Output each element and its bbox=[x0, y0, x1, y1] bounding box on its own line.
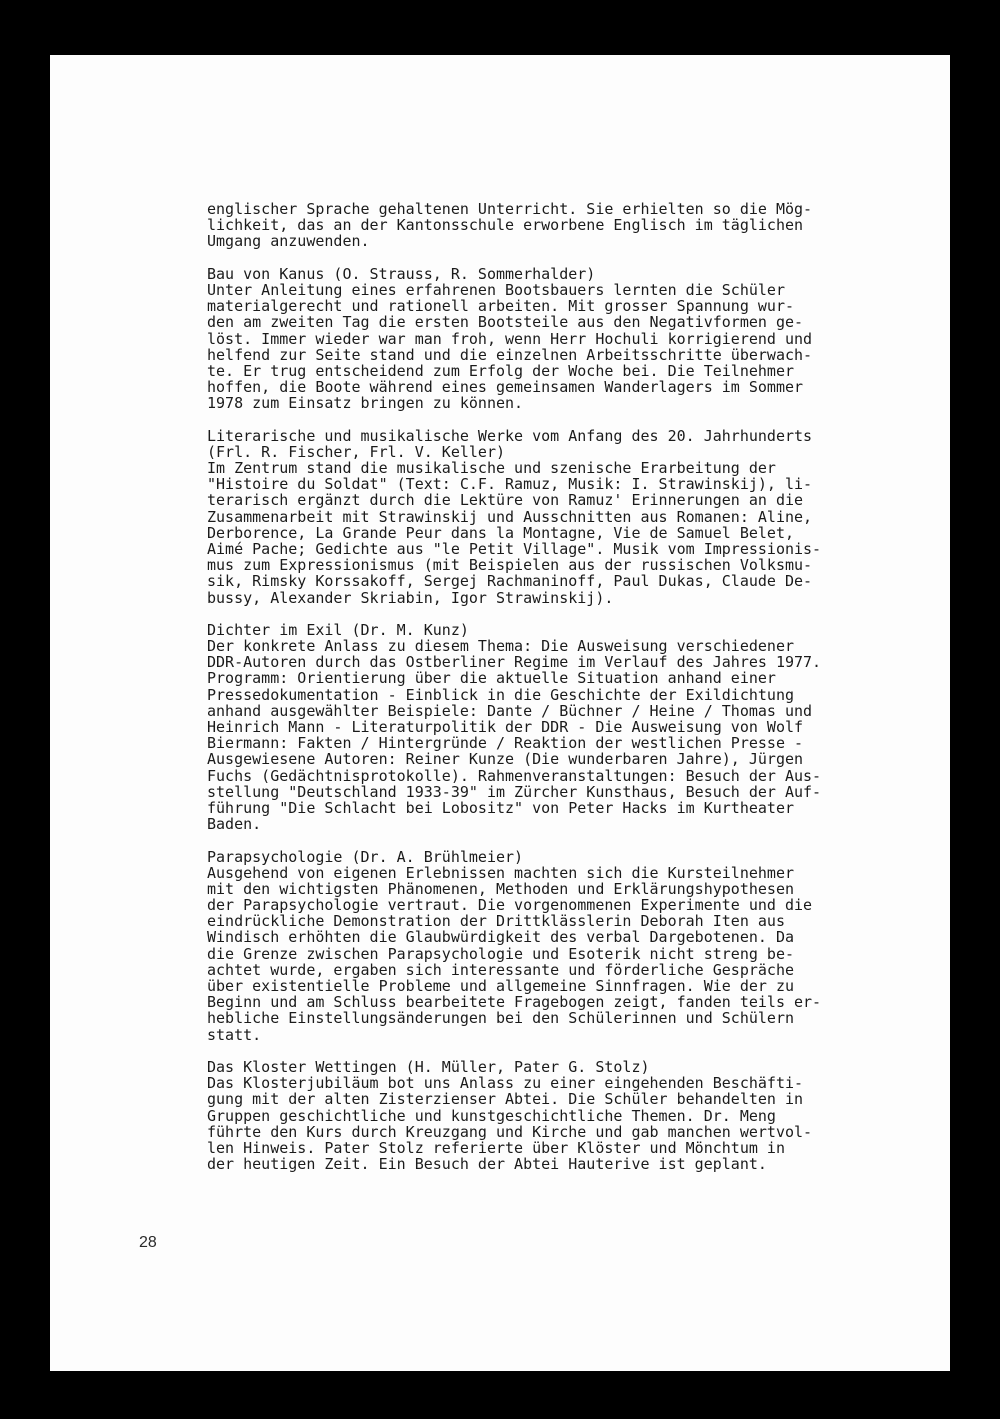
document-page bbox=[50, 55, 950, 1371]
text-line: Biermann: Fakten / Hintergründe / Reaktion der westlichen Presse - bbox=[207, 734, 804, 753]
text-line: "Histoire du Soldat" (Text: C.F. Ramuz, Musik: I. Strawinskij), li- bbox=[207, 475, 813, 494]
section-kloster bbox=[207, 1059, 907, 1172]
text-line: Programm: Orientierung über die aktuelle Situation anhand einer bbox=[207, 669, 776, 688]
text-line: sik, Rimsky Korssakoff, Sergej Rachmaninoff, Paul Dukas, Claude De- bbox=[207, 572, 813, 591]
text-line: anhand ausgewählter Beispiele: Dante / Büchner / Heine / Thomas und bbox=[207, 701, 813, 720]
text-line: mus zum Expressionismus (mit Beispielen aus der russischen Volksmu- bbox=[207, 556, 813, 575]
page-number: 28 bbox=[139, 1234, 157, 1251]
text-line: Im Zentrum stand die musikalische und szenische Erarbeitung der bbox=[207, 459, 776, 477]
section-heading: Das Kloster Wettingen (H. Müller, Pater G. Stolz) bbox=[207, 1057, 650, 1076]
text-line: 1978 zum Einsatz bringen zu können. bbox=[207, 394, 524, 413]
text-line: eindrückliche Demonstration der Drittklässlerin Deborah Iten aus bbox=[207, 912, 785, 931]
text-line: mit den wichtigsten Phänomenen, Methoden und Erklärungshypothesen bbox=[207, 879, 794, 898]
section-heading: Literarische und musikalische Werke vom Anfang des 20. Jahrhunderts bbox=[207, 426, 813, 445]
text-line: stellung "Deutschland 1933-39" im Zürcher Kunsthaus, Besuch der Auf- bbox=[207, 782, 822, 801]
text-line: englischer Sprache gehaltenen Unterricht. Sie erhielten so die Mög- bbox=[207, 200, 813, 218]
text-line: Derborence, La Grande Peur dans la Montagne, Vie de Samuel Belet, bbox=[207, 523, 794, 542]
text-line: Umgang anzuwenden. bbox=[207, 232, 370, 251]
document-body bbox=[207, 201, 907, 1172]
text-line: Windisch erhöhten die Glaubwürdigkeit des verbal Dargebotenen. Da bbox=[207, 928, 794, 947]
paragraph-gap bbox=[207, 411, 907, 427]
text-line: terarisch ergänzt durch die Lektüre von Ramuz' Erinnerungen an die bbox=[207, 491, 804, 510]
text-line: der heutigen Zeit. Ein Besuch der Abtei Hauterive ist geplant. bbox=[207, 1155, 767, 1174]
text-line: löst. Immer wieder war man froh, wenn Herr Hochuli korrigierend und bbox=[207, 329, 813, 348]
text-line: Gruppen geschichtliche und kunstgeschichtliche Themen. Dr. Meng bbox=[207, 1106, 776, 1125]
text-line: Zusammenarbeit mit Strawinskij und Ausschnitten aus Romanen: Aline, bbox=[207, 507, 813, 526]
text-line: Ausgehend von eigenen Erlebnissen machten sich die Kursteilnehmer bbox=[207, 863, 794, 882]
text-line: hoffen, die Boote während eines gemeinsamen Wanderlagers im Sommer bbox=[207, 378, 804, 397]
section-literatur bbox=[207, 428, 907, 606]
text-line: Aimé Pache; Gedichte aus "le Petit Village". Musik vom Impressionis- bbox=[207, 539, 822, 558]
section-parapsychologie bbox=[207, 849, 907, 1043]
section-kanus bbox=[207, 266, 907, 412]
text-line: Baden. bbox=[207, 815, 262, 834]
text-line: Ausgewiesene Autoren: Reiner Kunze (Die wunderbaren Jahre), Jürgen bbox=[207, 750, 804, 769]
section-heading: Parapsychologie (Dr. A. Brühlmeier) bbox=[207, 847, 524, 866]
paragraph-gap bbox=[207, 832, 907, 848]
text-line: der Parapsychologie vertraut. Die vorgenommenen Experimente und die bbox=[207, 896, 813, 915]
text-line: bussy, Alexander Skriabin, Igor Strawinskij). bbox=[207, 588, 614, 607]
text-line: führung "Die Schlacht bei Lobositz" von Peter Hacks im Kurtheater bbox=[207, 798, 794, 817]
text-line: statt. bbox=[207, 1025, 262, 1044]
text-line: len Hinweis. Pater Stolz referierte über Klöster und Mönchtum in bbox=[207, 1138, 785, 1157]
text-line: hebliche Einstellungsänderungen bei den Schülerinnen und Schülern bbox=[207, 1009, 794, 1028]
text-line: achtet wurde, ergaben sich interessante und förderliche Gespräche bbox=[207, 960, 794, 979]
text-line: gung mit der alten Zisterzienser Abtei. Die Schüler behandelten in bbox=[207, 1090, 804, 1109]
text-line: den am zweiten Tag die ersten Bootsteile aus den Negativformen ge- bbox=[207, 313, 804, 332]
paragraph-gap bbox=[207, 1043, 907, 1059]
section-heading: Bau von Kanus (O. Strauss, R. Sommerhalder) bbox=[207, 264, 596, 283]
text-line: führte den Kurs durch Kreuzgang und Kirche und gab manchen wertvol- bbox=[207, 1122, 813, 1141]
text-line: Heinrich Mann - Literaturpolitik der DDR - Die Ausweisung von Wolf bbox=[207, 718, 804, 736]
text-line: DDR-Autoren durch das Ostberliner Regime im Verlauf des Jahres 1977. bbox=[207, 653, 822, 672]
text-line: Pressedokumentation - Einblick in die Geschichte der Exildichtung bbox=[207, 685, 794, 704]
text-line: lichkeit, das an der Kantonsschule erworbene Englisch im täglichen bbox=[207, 216, 804, 235]
intro-paragraph bbox=[207, 201, 907, 250]
text-line: Unter Anleitung eines erfahrenen Bootsbauers lernten die Schüler bbox=[207, 280, 785, 299]
section-heading: Dichter im Exil (Dr. M. Kunz) bbox=[207, 620, 469, 639]
text-line: Fuchs (Gedächtnisprotokolle). Rahmenveranstaltungen: Besuch der Aus- bbox=[207, 766, 822, 785]
text-line: helfend zur Seite stand und die einzelnen Arbeitsschritte überwach- bbox=[207, 345, 813, 364]
text-line: Das Klosterjubiläum bot uns Anlass zu einer eingehenden Beschäfti- bbox=[207, 1074, 804, 1093]
text-line: materialgerecht und rationell arbeiten. Mit grosser Spannung wur- bbox=[207, 297, 794, 316]
text-line: Der konkrete Anlass zu diesem Thema: Die Ausweisung verschiedener bbox=[207, 637, 794, 656]
paragraph-gap bbox=[207, 606, 907, 622]
text-line: (Frl. R. Fischer, Frl. V. Keller) bbox=[207, 442, 506, 461]
text-line: Beginn und am Schluss bearbeitete Fragebogen zeigt, fanden teils er- bbox=[207, 993, 822, 1012]
text-line: die Grenze zwischen Parapsychologie und Esoterik nicht streng be- bbox=[207, 944, 794, 963]
text-line: te. Er trug entscheidend zum Erfolg der Woche bei. Die Teilnehmer bbox=[207, 361, 794, 380]
paragraph-gap bbox=[207, 250, 907, 266]
section-exil bbox=[207, 622, 907, 832]
text-line: über existentielle Probleme und allgemeine Sinnfragen. Wie der zu bbox=[207, 977, 794, 995]
